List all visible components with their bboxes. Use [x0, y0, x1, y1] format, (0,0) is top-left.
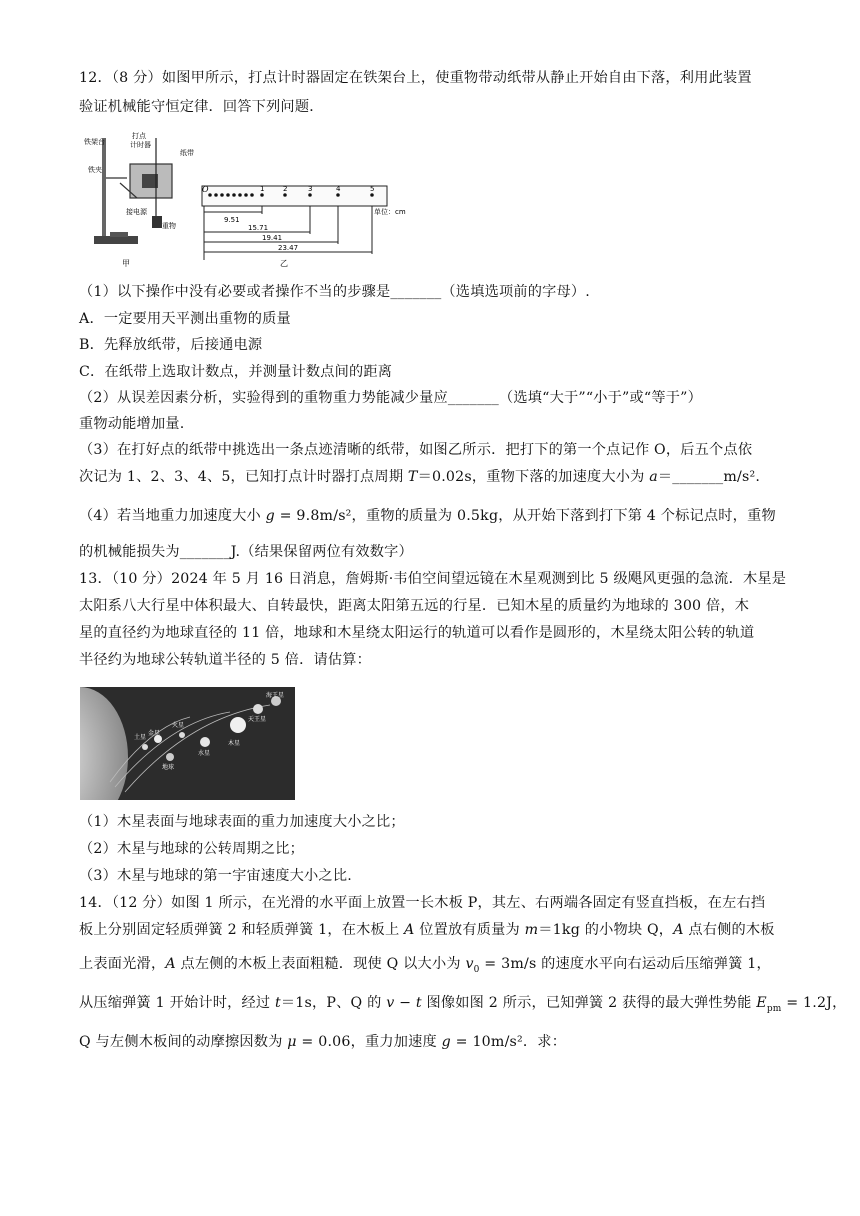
- q13-line-3: 星的直径约为地球直径的 11 倍，地球和木星绕太阳运行的轨道可以看作是圆形的，木星绕太阳公转的轨道: [79, 625, 755, 641]
- var-A: A: [404, 922, 415, 938]
- solar-label-7: 海王星: [266, 692, 285, 699]
- q13-line-1: 13．（10 分）2024 年 5 月 16 日消息，詹姆斯·韦伯空间望远镜在木星观测到比 5 级飓风更强的急流．木星是: [79, 571, 787, 587]
- q12-option-b: B．先释放纸带，后接通电源: [79, 337, 263, 353]
- var-E-subscript: pm: [766, 1003, 782, 1014]
- var-v-t: v − t: [386, 995, 422, 1011]
- label-stand: 铁架台: [84, 138, 105, 146]
- label-clamp: 铁夹: [88, 166, 102, 174]
- solar-label-3: 地球: [162, 764, 175, 771]
- label-timer-2: 计时器: [130, 141, 151, 149]
- q14-line-2-text-1: 板上分别固定轻质弹簧 2 和轻质弹簧 1，在木板上: [79, 922, 405, 938]
- planet-earth: [166, 753, 174, 761]
- tape-d1: 9.51: [224, 216, 240, 224]
- var-E: E: [756, 995, 767, 1011]
- solar-label-2: 金星: [148, 730, 161, 737]
- var-T: T: [407, 469, 418, 485]
- tape-mark-2: 2: [283, 185, 288, 193]
- q14-line-2-text-2: 位置放有质量为: [414, 922, 525, 938]
- q12-part-3a: （3）在打好点的纸带中挑选出一条点迹清晰的纸带，如图乙所示．把打下的第一个点记作 O，后五个点依: [79, 442, 753, 458]
- solar-label-5: 木星: [228, 740, 241, 747]
- q13-line-4: 半径约为地球公转轨道半径的 5 倍．请估算：: [79, 652, 372, 668]
- q12-part-3b-text-2: ＝0.02s，重物下落的加速度大小为: [417, 469, 650, 485]
- q14-line-1: 14．（12 分）如图 1 所示，在光滑的水平面上放置一长木板 P，其左、右两端各固定有竖直挡板，在左右挡: [79, 895, 766, 911]
- tape-d2: 15.71: [248, 224, 269, 232]
- label-power: 接电源: [126, 208, 147, 216]
- q12-part-4a-text-1: （4）若当地重力加速度大小: [79, 508, 266, 524]
- caption-jia: 甲: [122, 259, 130, 268]
- planet-jupiter-small: [200, 737, 210, 747]
- q12-option-a: A．一定要用天平测出重物的质量: [79, 311, 291, 327]
- solar-label-1: 火星: [172, 722, 185, 729]
- var-mu: μ: [287, 1034, 297, 1050]
- q14-line-3-text-1: 上表面光滑，: [79, 956, 166, 972]
- q13-line-2: 太阳系八大行星中体积最大、自转最快，距离太阳第五远的行星．已知木星的质量约为地球的 300 倍，木: [79, 598, 750, 614]
- tape-mark-3: 3: [308, 185, 313, 193]
- q12-part-4a: [79, 506, 789, 526]
- solar-label-6: 天王星: [248, 716, 267, 723]
- tape-origin: O: [202, 185, 209, 194]
- q12-line-1: 12．（8 分）如图甲所示，打点计时器固定在铁架台上，使重物带动纸带从静止开始自由下落，利用此装置: [79, 70, 752, 86]
- q14-line-5-text-1: Q 与左侧木板间的动摩擦因数为: [79, 1034, 288, 1050]
- planet-mercury: [142, 744, 148, 750]
- var-g: g: [265, 508, 275, 524]
- q14-line-5-text-3: = 10m/s²．求：: [450, 1034, 567, 1050]
- q12-part-3b: [79, 467, 789, 487]
- q14-line-5: [79, 1032, 789, 1052]
- tape-mark-4: 4: [336, 185, 341, 193]
- label-timer: 打点: [132, 132, 146, 140]
- q14-line-4-text-1: 从压缩弹簧 1 开始计时，经过: [79, 995, 276, 1011]
- tape-d4: 23.47: [278, 244, 299, 252]
- q12-part-4b: 的机械能损失为_______J.（结果保留两位有效数字）: [79, 544, 413, 560]
- q14-line-3-text-2: 点左侧的木板上表面粗糙．现使 Q 以大小为: [175, 956, 466, 972]
- figure-solar-system: [80, 687, 295, 800]
- label-weight: 重物: [162, 222, 176, 230]
- q12-part-3b-text-3: ＝_______m/s².: [657, 469, 761, 485]
- solar-label-0: 土星: [134, 734, 147, 741]
- q12-part-3b-text-1: 次记为 1、2、3、4、5，已知打点计时器打点周期: [79, 469, 408, 485]
- tape-mark-5: 5: [370, 185, 375, 193]
- caption-yi: 乙: [280, 259, 288, 268]
- planet-mars: [179, 732, 185, 738]
- q14-line-5-text-2: = 0.06，重力加速度: [296, 1034, 442, 1050]
- q13-sub-3: （3）木星与地球的第一宇宙速度大小之比.: [79, 868, 352, 884]
- var-v: v: [465, 956, 474, 972]
- planet-jupiter: [230, 717, 246, 733]
- var-g-2: g: [441, 1034, 451, 1050]
- planet-uranus: [253, 704, 263, 714]
- var-t: t: [275, 995, 281, 1011]
- q14-line-3-text-3: = 3m/s 的速度水平向右运动后压缩弹簧 1，: [479, 956, 771, 972]
- var-m: m: [524, 922, 539, 938]
- var-v-subscript: 0: [473, 964, 480, 975]
- q14-line-3: [79, 954, 789, 980]
- var-A-2: A: [673, 922, 684, 938]
- q14-line-2-text-4: 点右侧的木板: [683, 922, 775, 938]
- q13-sub-2: （2）木星与地球的公转周期之比；: [79, 841, 305, 857]
- q12-part-2b: 重物动能增加量.: [79, 416, 185, 432]
- figure-timer-apparatus: [82, 128, 417, 270]
- q13-sub-1: （1）木星表面与地球表面的重力加速度大小之比；: [79, 814, 405, 830]
- var-a: a: [649, 469, 658, 485]
- q14-line-2-text-3: ＝1kg 的小物块 Q，: [538, 922, 674, 938]
- q12-line-2: 验证机械能守恒定律．回答下列问题．: [79, 99, 324, 115]
- q12-part-4a-text-2: = 9.8m/s²，重物的质量为 0.5kg，从开始下落到打下第 4 个标记点时，重物: [274, 508, 776, 524]
- q14-line-4-text-2: ＝1s，P、Q 的: [280, 995, 387, 1011]
- q12-part-2a: （2）从误差因素分析，实验得到的重物重力势能减少量应_______（选填“大于”“小于”或“等于”）: [79, 390, 702, 406]
- q14-line-4-text-4: = 1.2J，: [781, 995, 847, 1011]
- solar-label-4: 水星: [198, 750, 211, 757]
- q14-line-2: [79, 920, 789, 940]
- label-tape: 纸带: [180, 149, 194, 157]
- q14-line-4: [79, 993, 847, 1019]
- tape-mark-1: 1: [260, 185, 265, 193]
- q14-line-4-text-3: 图像如图 2 所示，已知弹簧 2 获得的最大弹性势能: [421, 995, 757, 1011]
- q12-part-1: （1）以下操作中没有必要或者操作不当的步骤是_______（选填选项前的字母）.: [79, 284, 591, 300]
- q12-option-c: C．在纸带上选取计数点，并测量计数点间的距离: [79, 364, 393, 380]
- var-A-3: A: [165, 956, 176, 972]
- tape-unit: 单位：cm: [374, 208, 406, 216]
- tape-d3: 19.41: [262, 234, 283, 242]
